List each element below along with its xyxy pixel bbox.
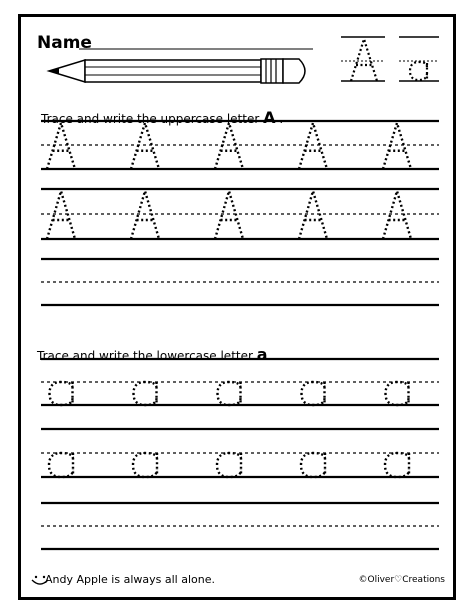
trace-lowercase-a[interactable] [385, 453, 409, 477]
ruled-lines [41, 121, 439, 549]
lowercase-sample [399, 37, 439, 81]
trace-lowercase-a[interactable] [49, 453, 73, 477]
uppercase-sample [341, 37, 385, 81]
trace-uppercase-a[interactable] [383, 123, 411, 169]
footer-sentence: Andy Apple is always all alone. [45, 573, 215, 586]
trace-uppercase-a[interactable] [47, 191, 75, 239]
lowercase-instruction-letter: a [256, 345, 268, 364]
trace-lowercase-a[interactable] [218, 382, 241, 405]
worksheet-art [21, 17, 453, 597]
name-label: Name [37, 33, 92, 53]
trace-lowercase-a[interactable] [134, 382, 157, 405]
uppercase-instruction-text: Trace and write the uppercase letter [41, 112, 260, 126]
trace-lowercase-a[interactable] [301, 453, 325, 477]
uppercase-instruction [41, 108, 283, 127]
trace-lowercase-a[interactable] [302, 382, 325, 405]
trace-lowercase-a[interactable] [50, 382, 73, 405]
trace-uppercase-a[interactable] [47, 123, 75, 169]
trace-uppercase-a[interactable] [383, 191, 411, 239]
trace-uppercase-a[interactable] [299, 191, 327, 239]
uppercase-instruction-letter: A [263, 108, 276, 127]
trace-uppercase-a[interactable] [299, 123, 327, 169]
lowercase-instruction-text: Trace and write the lowercase letter [37, 349, 253, 363]
trace-lowercase-a[interactable] [133, 453, 157, 477]
lowercase-instruction [37, 345, 275, 364]
worksheet-page [18, 14, 456, 600]
tracing-letters [47, 123, 411, 477]
trace-uppercase-a[interactable] [131, 123, 159, 169]
trace-uppercase-a[interactable] [215, 123, 243, 169]
trace-lowercase-a[interactable] [386, 382, 409, 405]
copyright-credit: ©Oliver♡Creations [358, 575, 445, 585]
pencil-icon [49, 59, 305, 83]
trace-lowercase-a[interactable] [217, 453, 241, 477]
lowercase-instruction-period: . [271, 349, 276, 363]
uppercase-instruction-period: . [279, 112, 284, 126]
trace-uppercase-a[interactable] [215, 191, 243, 239]
trace-uppercase-a[interactable] [131, 191, 159, 239]
